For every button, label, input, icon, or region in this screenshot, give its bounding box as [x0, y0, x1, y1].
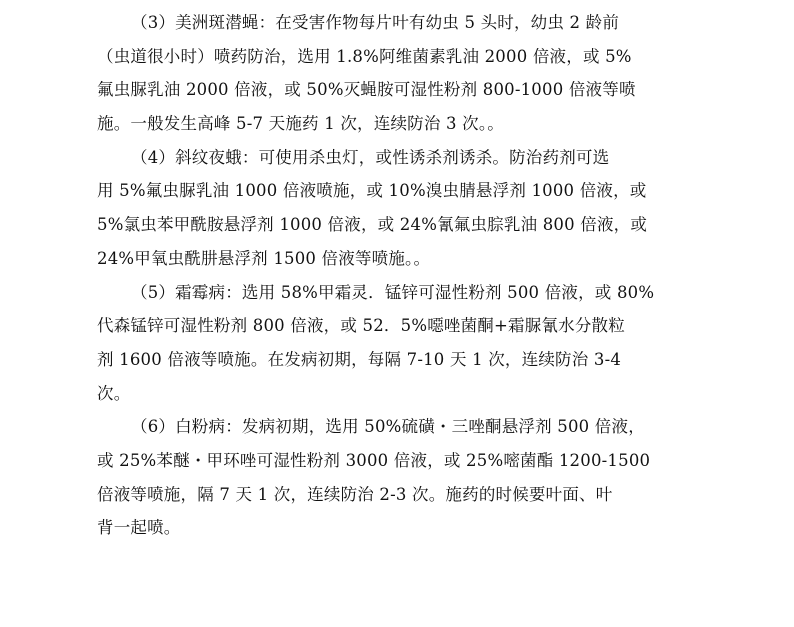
text-line: （5）霜霉病：选用 58%甲霜灵．锰锌可湿性粉剂 500 倍液，或 80%	[131, 282, 655, 302]
text-line: （3）美洲斑潜蝇：在受害作物每片叶有幼虫 5 头时，幼虫 2 龄前	[131, 13, 620, 32]
text-line: 5%氯虫苯甲酰胺悬浮剂 1000 倍液，或 24%氰氟虫腙乳油 800 倍液，或	[97, 215, 648, 235]
paragraph-american-leafminer	[97, 6, 707, 141]
paragraph-powdery-mildew	[97, 410, 707, 545]
text-line: 24%甲氧虫酰肼悬浮剂 1500 倍液等喷施。。	[97, 248, 431, 268]
document-page	[97, 6, 707, 545]
text-line: （6）白粉病：发病初期，选用 50%硫磺・三唑酮悬浮剂 500 倍液，	[131, 417, 645, 437]
paragraph-downy-mildew	[97, 276, 707, 411]
text-line: （4）斜纹夜蛾：可使用杀虫灯，或性诱杀剂诱杀。防治药剂可选	[131, 147, 610, 167]
text-line: 次。	[97, 383, 131, 403]
text-line: （虫道很小时）喷药防治，选用 1.8%阿维菌素乳油 2000 倍液，或 5%	[97, 46, 632, 66]
text-line: 倍液等喷施，隔 7 天 1 次，连续防治 2-3 次。施药的时候要叶面、叶	[97, 484, 613, 504]
paragraph-armyworm	[97, 141, 707, 276]
text-line: 用 5%氟虫脲乳油 1000 倍液喷施，或 10%溴虫腈悬浮剂 1000 倍液，或	[97, 181, 647, 201]
text-line: 剂 1600 倍液等喷施。在发病初期，每隔 7-10 天 1 次，连续防治 3-4	[97, 349, 622, 369]
text-line: 背一起喷。	[97, 518, 181, 538]
text-line: 氟虫脲乳油 2000 倍液，或 50%灭蝇胺可湿性粉剂 800-1000 倍液等喷	[97, 80, 636, 100]
text-line: 代森锰锌可湿性粉剂 800 倍液，或 52．5%噁唑菌酮+霜脲氰水分散粒	[97, 316, 625, 336]
text-line: 施。一般发生高峰 5-7 天施药 1 次，连续防治 3 次。。	[97, 114, 504, 134]
text-line: 或 25%苯醚・甲环唑可湿性粉剂 3000 倍液，或 25%嘧菌酯 1200-1500	[97, 450, 651, 470]
